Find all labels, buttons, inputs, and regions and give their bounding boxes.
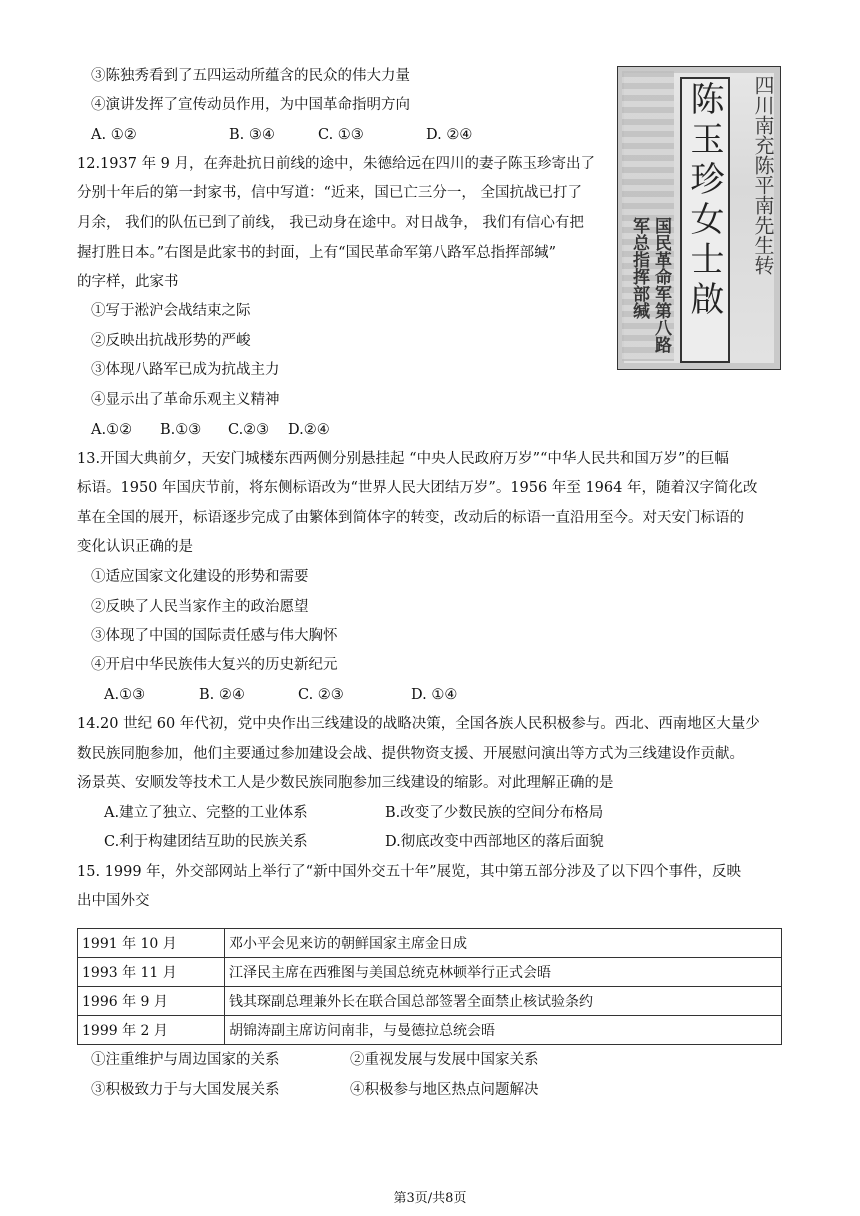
q13-statement-2: ②反映了人民当家作主的政治愿望 xyxy=(91,599,309,615)
table-row xyxy=(78,1016,782,1045)
q13-statement-1: ①适应国家文化建设的形势和需要 xyxy=(91,569,309,585)
q13-option-b: B. ②④ xyxy=(199,687,245,703)
q12-option-d: D.②④ xyxy=(288,422,330,438)
table-row xyxy=(78,958,782,987)
q12-stem-line-4: 握打胜日本。”右图是此家书的封面，上有“国民革命军第八路军总指挥部缄” xyxy=(77,245,556,261)
q12-stem-line-1: 12.1937 年 9 月，在奔赴抗日前线的途中，朱德给远在四川的妻子陈玉珍寄出了 xyxy=(77,156,596,172)
q13-option-a: A.①③ xyxy=(104,687,146,703)
event-date: 1991 年 10 月 xyxy=(78,929,225,958)
q12-statement-3: ③体现八路军已成为抗战主力 xyxy=(91,362,280,378)
event-date: 1996 年 9 月 xyxy=(78,987,225,1016)
q11-statement-3: ③陈独秀看到了五四运动所蕴含的民众的伟大力量 xyxy=(91,68,410,84)
q11-option-c: C. ①③ xyxy=(318,127,364,143)
q11-option-d: D. ②④ xyxy=(426,127,473,143)
table-row xyxy=(78,929,782,958)
q15-statement-1: ①注重维护与周边国家的关系 xyxy=(91,1052,280,1068)
q12-statement-4: ④显示出了革命乐观主义精神 xyxy=(91,392,280,408)
event-description: 胡锦涛副主席访问南非，与曼德拉总统会晤 xyxy=(225,1016,782,1045)
q12-option-a: A.①② xyxy=(91,422,133,438)
q12-option-b: B.①③ xyxy=(160,422,202,438)
page-number: 第3页/共8页 xyxy=(393,1191,467,1206)
q14-stem-line-1: 14.20 世纪 60 年代初，党中央作出三线建设的战略决策，全国各族人民积极参与。西北、西南地区大量少 xyxy=(77,716,760,732)
q14-option-c: C.利于构建团结互助的民族关系 xyxy=(104,834,308,850)
q15-statement-3: ③积极致力于与大国发展关系 xyxy=(91,1082,280,1098)
q11-statement-4: ④演讲发挥了宣传动员作用，为中国革命指明方向 xyxy=(91,97,410,113)
q11-option-a: A. ①② xyxy=(91,127,137,143)
event-description: 邓小平会见来访的朝鲜国家主席金日成 xyxy=(225,929,782,958)
event-date: 1999 年 2 月 xyxy=(78,1016,225,1045)
q13-stem-line-3: 革在全国的展开，标语逐步完成了由繁体到简体字的转变，改动后的标语一直沿用至今。对天安门标语的 xyxy=(77,510,744,526)
q14-option-b: B.改变了少数民族的空间分布格局 xyxy=(385,805,604,821)
q14-stem-line-3: 汤景英、安顺发等技术工人是少数民族同胞参加三线建设的缩影。对此理解正确的是 xyxy=(77,775,614,791)
event-description: 江泽民主席在西雅图与美国总统克林顿举行正式会晤 xyxy=(225,958,782,987)
q15-stem-line-1: 15. 1999 年，外交部网站上举行了“新中国外交五十年”展览，其中第五部分涉及了以下四个事件，反映 xyxy=(77,864,742,880)
recipient-name: 陈玉珍女士啟 xyxy=(684,81,724,321)
q13-statement-3: ③体现了中国的国际责任感与伟大胸怀 xyxy=(91,628,338,644)
q11-option-b: B. ③④ xyxy=(229,127,275,143)
q12-statement-2: ②反映出抗战形势的严峻 xyxy=(91,333,251,349)
q13-stem-line-4: 变化认识正确的是 xyxy=(77,539,193,555)
q13-statement-4: ④开启中华民族伟大复兴的历史新纪元 xyxy=(91,657,338,673)
diplomacy-events-table xyxy=(77,928,782,1045)
table-row xyxy=(78,987,782,1016)
q15-statement-2: ②重视发展与发展中国家关系 xyxy=(350,1052,539,1068)
q13-stem-line-2: 标语。1950 年国庆节前，将东侧标语改为“世界人民大团结万岁”。1956 年至 1964 年，随着汉字简化改 xyxy=(77,480,758,496)
event-description: 钱其琛副总理兼外长在联合国总部签署全面禁止核试验条约 xyxy=(225,987,782,1016)
q13-option-c: C. ②③ xyxy=(298,687,344,703)
q12-stem-line-2: 分别十年后的第一封家书，信中写道：“近来，国已亡三分一， 全国抗战已打了 xyxy=(77,185,583,201)
q14-stem-line-2: 数民族同胞参加，他们主要通过参加建设会战、提供物资支援、开展慰问演出等方式为三线建设作贡献。 xyxy=(77,746,744,762)
q12-option-c: C.②③ xyxy=(228,422,270,438)
q12-stem-line-5: 的字样，此家书 xyxy=(77,274,179,290)
q14-option-a: A.建立了独立、完整的工业体系 xyxy=(104,805,308,821)
q14-option-d: D.彻底改变中西部地区的落后面貌 xyxy=(385,834,604,850)
q15-statement-4: ④积极参与地区热点问题解决 xyxy=(350,1082,539,1098)
q13-option-d: D. ①④ xyxy=(411,687,458,703)
handwritten-address: 四川南充陈平南先生转 xyxy=(751,75,775,275)
sender-stamp: 国民革命军第八路军总指挥部缄 xyxy=(629,217,671,353)
q12-stem-line-3: 月余， 我们的队伍已到了前线， 我已动身在途中。对日战争， 我们有信心有把 xyxy=(77,215,584,231)
event-date: 1993 年 11 月 xyxy=(78,958,225,987)
letter-cover-photo xyxy=(617,66,781,370)
q15-stem-line-2: 出中国外交 xyxy=(77,893,150,909)
q13-stem-line-1: 13.开国大典前夕，天安门城楼东西两侧分别悬挂起 “中央人民政府万岁”“中华人民共和国万岁”的巨幅 xyxy=(77,451,729,467)
q12-statement-1: ①写于淞沪会战结束之际 xyxy=(91,303,251,319)
